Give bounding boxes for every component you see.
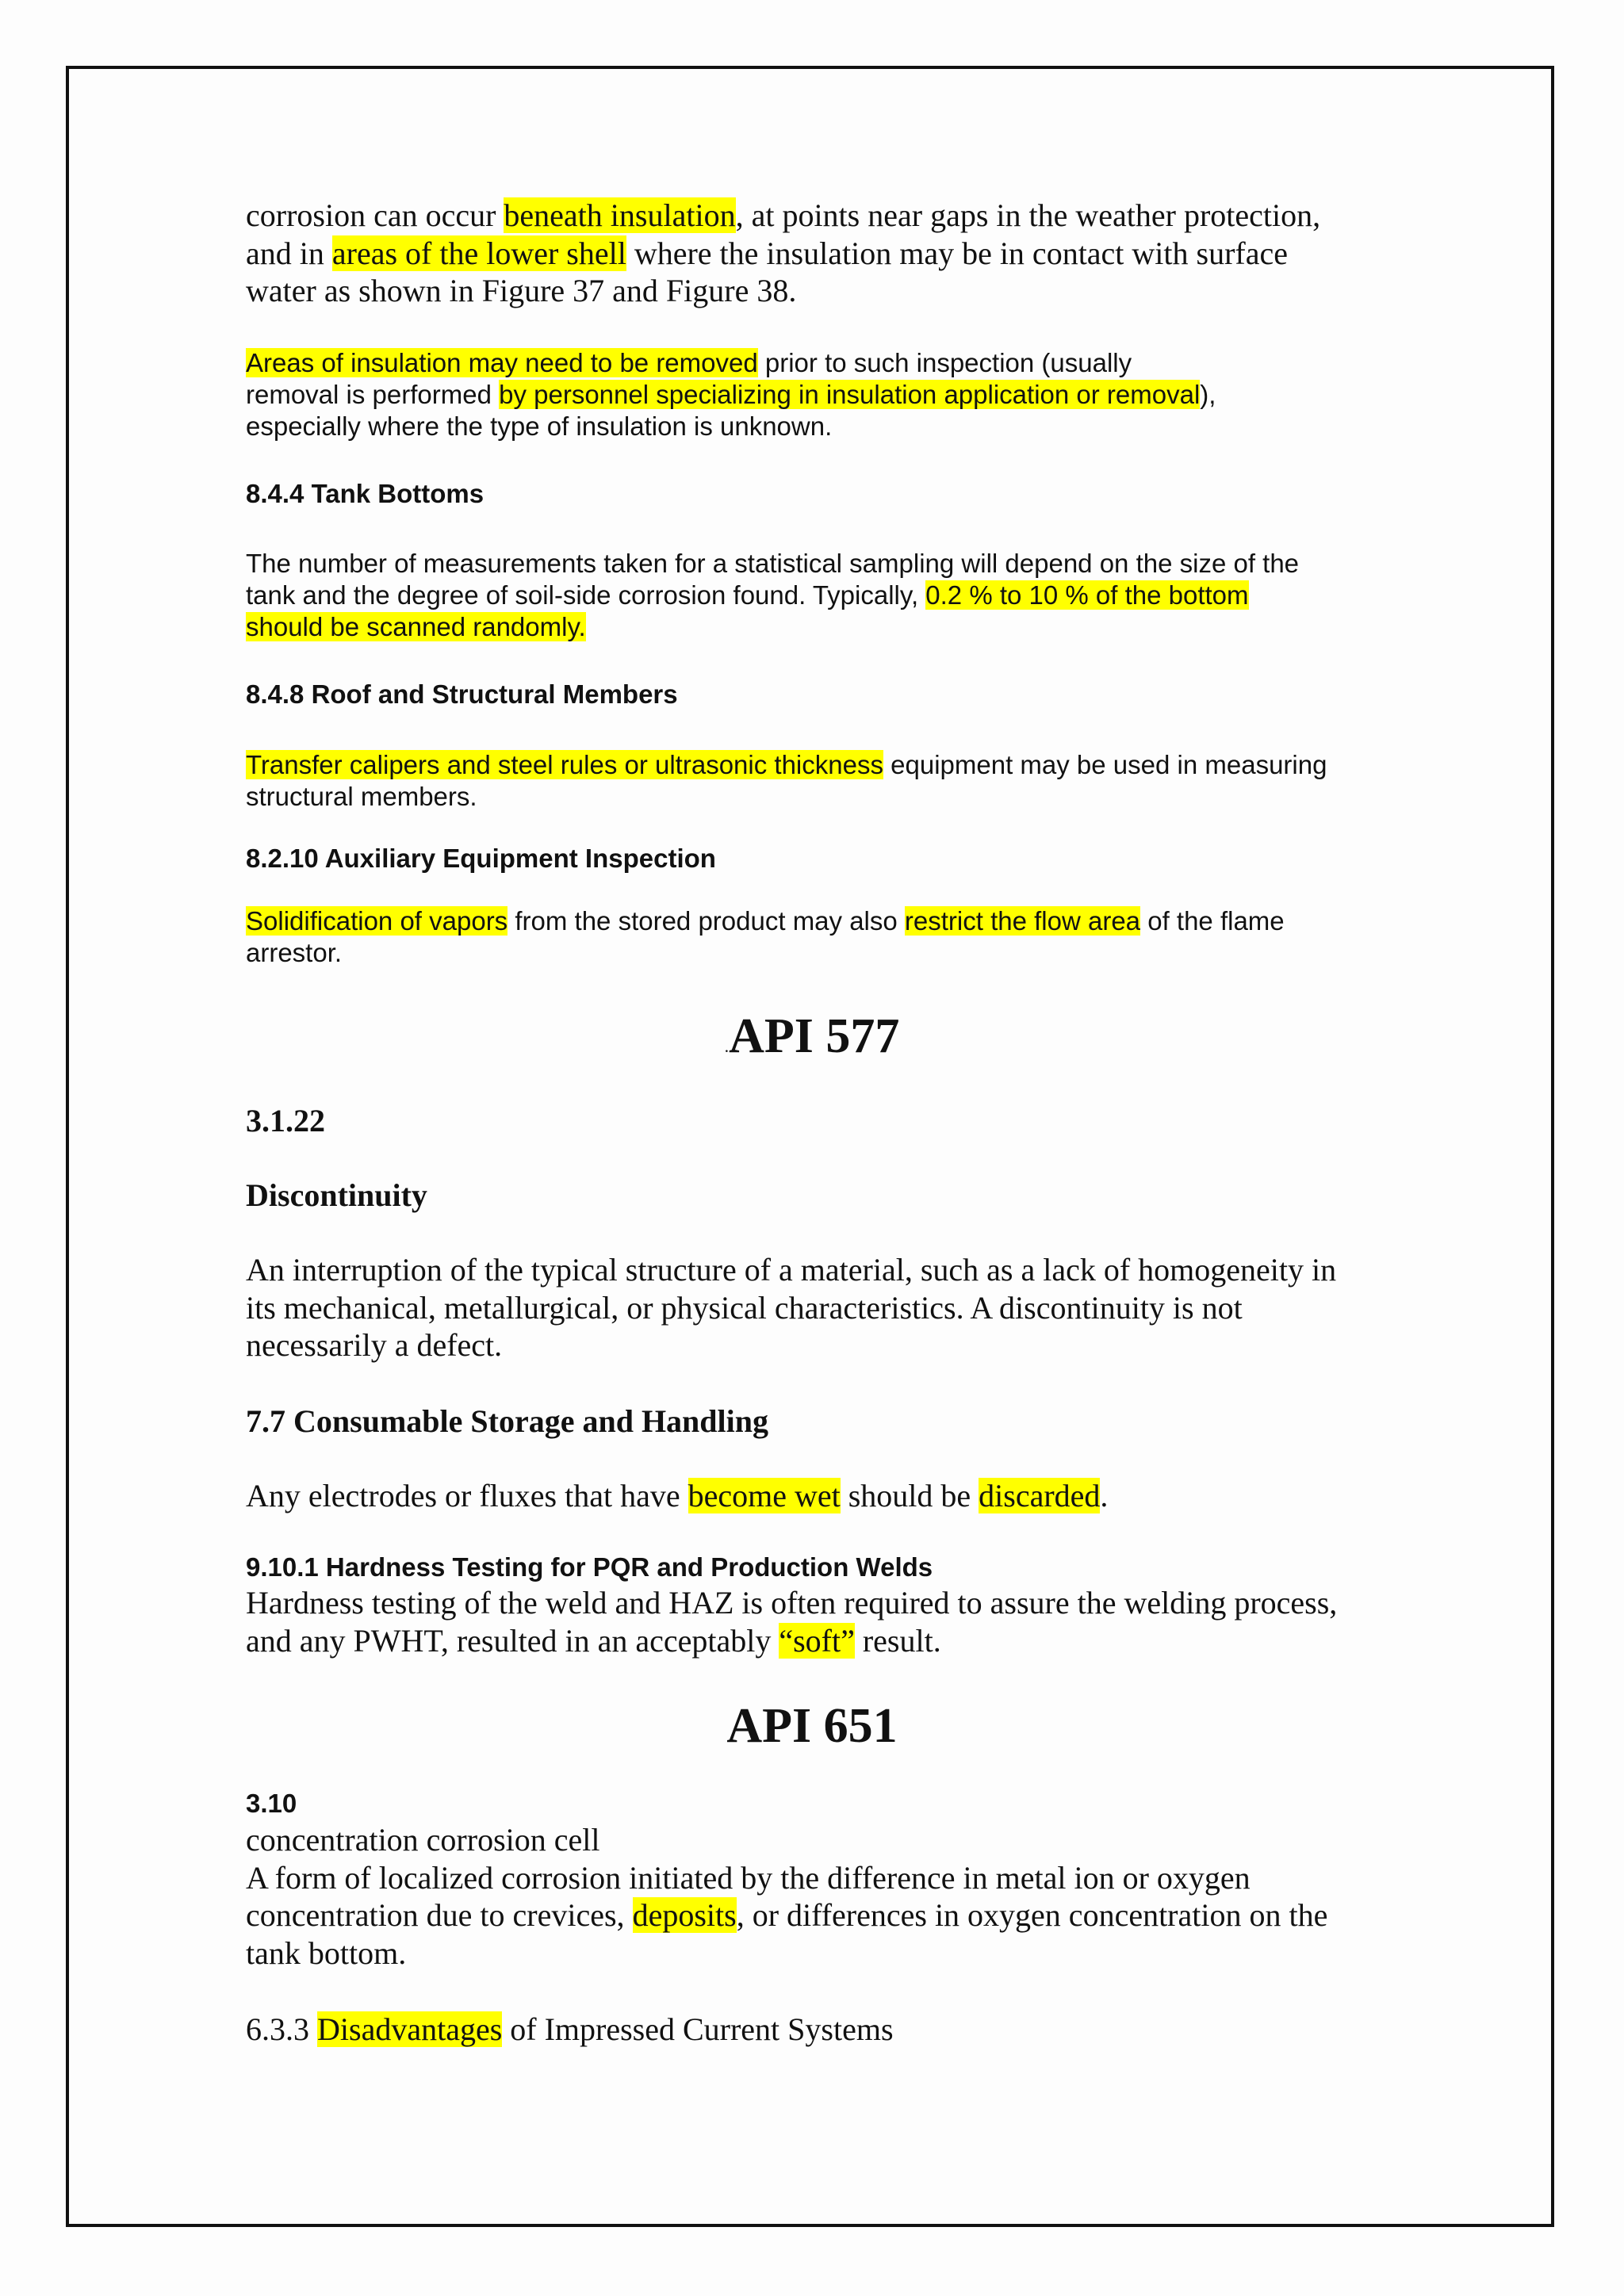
text-segment: 3.10 <box>246 1789 297 1818</box>
highlighted-text: Transfer calipers and steel rules or ultrasonic thickness <box>246 750 883 779</box>
paragraph-discontinuity <box>246 1251 1336 1364</box>
text-line <box>246 905 1285 937</box>
heading-7-7 <box>246 1402 768 1441</box>
text-segment: 7.7 Consumable Storage and Handling <box>246 1403 769 1439</box>
text-line <box>246 937 1285 969</box>
text-segment: of the flame <box>1140 906 1285 936</box>
heading-3-1-22 <box>246 1102 325 1140</box>
heading-discontinuity <box>246 1177 427 1215</box>
text-segment: A form of localized corrosion initiated by the difference in metal ion or oxygen <box>246 1859 1251 1896</box>
highlighted-text: by personnel specializing in insulation application or removal <box>499 380 1201 409</box>
text-segment: . <box>1100 1478 1109 1513</box>
text-segment: 8.2.10 Auxiliary Equipment Inspection <box>246 844 716 873</box>
text-line <box>246 1821 1327 1859</box>
heading-6-3-3 <box>246 2011 894 2049</box>
text-segment: The number of measurements taken for a statistical sampling will depend on the size of the <box>246 549 1300 578</box>
highlighted-text: deposits <box>632 1897 737 1933</box>
highlighted-text: Disadvantages <box>317 2011 503 2047</box>
text-line <box>246 1552 933 1583</box>
text-segment: arrestor. <box>246 938 343 967</box>
text-line <box>246 749 1327 781</box>
paragraph-tank-bottoms <box>246 548 1299 643</box>
text-segment: corrosion can occur <box>246 197 504 233</box>
text-line <box>246 1896 1327 1934</box>
text-line <box>246 1326 1336 1364</box>
text-line <box>246 1622 1337 1660</box>
paragraph-hardness <box>246 1584 1337 1659</box>
text-segment: An interruption of the typical structure of a material, such as a lack of homogeneity in <box>246 1252 1337 1288</box>
text-segment: Hardness testing of the weld and HAZ is often required to assure the welding process, <box>246 1585 1338 1621</box>
text-line <box>0 1008 1624 1074</box>
text-line <box>246 1934 1327 1973</box>
text-segment: its mechanical, metallurgical, or physical characteristics. A discontinuity is not <box>246 1289 1243 1326</box>
text-segment: concentration corrosion cell <box>246 1822 600 1858</box>
text-segment: 9.10.1 Hardness Testing for PQR and Production Welds <box>246 1552 933 1582</box>
text-line <box>246 679 678 710</box>
text-segment: 3.1.22 <box>246 1103 325 1138</box>
heading-8-4-8 <box>246 679 678 710</box>
text-line <box>246 1251 1336 1289</box>
text-line <box>246 235 1320 273</box>
highlighted-text: 0.2 % to 10 % of the bottom <box>925 580 1249 610</box>
paragraph-insulation-removal <box>246 347 1216 442</box>
text-line <box>246 272 1320 310</box>
highlighted-text: “soft” <box>779 1622 855 1659</box>
text-line <box>246 781 1327 813</box>
text-segment: structural members. <box>246 782 477 811</box>
text-line <box>246 611 1299 643</box>
highlighted-text: areas of the lower shell <box>331 235 626 271</box>
text-segment: , or differences in oxygen concentration on the <box>736 1897 1328 1933</box>
text-segment: 8.4.8 Roof and Structural Members <box>246 679 678 709</box>
text-line <box>246 1584 1337 1622</box>
text-segment: tank bottom. <box>246 1934 407 1971</box>
text-segment: especially where the type of insulation is unknown. <box>246 411 833 441</box>
text-line <box>246 478 484 510</box>
text-line <box>246 843 716 874</box>
highlighted-text: restrict the flow area <box>904 906 1141 936</box>
text-segment: result. <box>854 1622 941 1659</box>
text-segment: tank and the degree of soil-side corrosion found. Typically, <box>246 580 926 610</box>
text-segment: ), <box>1200 380 1216 409</box>
text-segment: concentration due to crevices, <box>246 1897 633 1933</box>
highlighted-text: Solidification of vapors <box>246 906 508 936</box>
text-line <box>246 347 1216 379</box>
text-segment: should be <box>840 1478 979 1513</box>
text-segment: Discontinuity <box>246 1177 427 1213</box>
highlighted-text: should be scanned randomly. <box>246 612 586 641</box>
paragraph-electrodes <box>246 1477 1108 1515</box>
text-line <box>246 197 1320 235</box>
paragraph-structural-members <box>246 749 1327 813</box>
heading-8-2-10 <box>246 843 716 874</box>
text-segment: , at points near gaps in the weather protection, <box>735 197 1321 233</box>
text-line <box>246 1177 427 1215</box>
text-segment: of Impressed Current Systems <box>502 2011 894 2047</box>
highlighted-text: Areas of insulation may need to be removed <box>246 348 758 377</box>
text-segment: API 651 <box>726 1699 898 1753</box>
text-segment: prior to such inspection (usually <box>757 348 1132 377</box>
text-line <box>246 411 1216 442</box>
title-api-577 <box>0 1008 1624 1074</box>
text-segment: equipment may be used in measuring <box>883 750 1327 779</box>
highlighted-text: beneath insulation <box>504 197 736 233</box>
text-line <box>246 1102 325 1140</box>
heading-3-10 <box>246 1788 297 1820</box>
paragraph-concentration-cell <box>246 1821 1327 1972</box>
text-segment: and in <box>246 235 332 271</box>
text-line <box>246 580 1299 611</box>
text-segment: removal is performed <box>246 380 500 409</box>
text-line <box>246 1289 1336 1327</box>
paragraph-flame-arrestor <box>246 905 1285 969</box>
text-segment: necessarily a defect. <box>246 1327 503 1363</box>
text-line <box>246 1477 1108 1515</box>
text-segment: and any PWHT, resulted in an acceptably <box>246 1622 779 1659</box>
text-line <box>0 1698 1624 1754</box>
text-line <box>246 1859 1327 1897</box>
text-segment: where the insulation may be in contact with surface <box>626 235 1289 271</box>
text-line <box>246 1402 768 1441</box>
heading-8-4-4 <box>246 478 484 510</box>
text-segment: Any electrodes or fluxes that have <box>246 1478 688 1513</box>
heading-9-10-1 <box>246 1552 933 1583</box>
text-line <box>246 1788 297 1820</box>
text-segment: from the stored product may also <box>508 906 905 936</box>
text-segment: API 577 <box>729 1009 900 1063</box>
text-line <box>246 548 1299 580</box>
text-segment: water as shown in Figure 37 and Figure 38. <box>246 273 797 308</box>
text-segment: 6.3.3 <box>246 2011 317 2047</box>
text-line <box>246 2011 894 2049</box>
text-line <box>246 379 1216 411</box>
text-segment: 8.4.4 Tank Bottoms <box>246 479 485 508</box>
highlighted-text: discarded <box>979 1478 1101 1513</box>
highlighted-text: become wet <box>688 1478 841 1513</box>
prefix-mark: . <box>724 1036 730 1056</box>
title-api-651 <box>0 1698 1624 1754</box>
paragraph-insulation-corrosion <box>246 197 1320 310</box>
